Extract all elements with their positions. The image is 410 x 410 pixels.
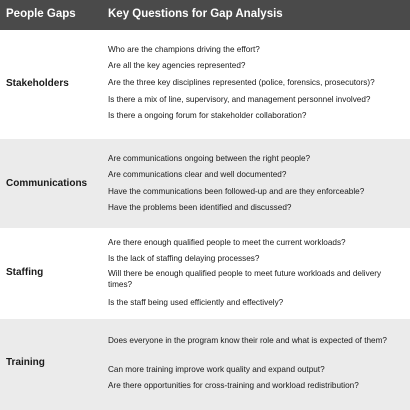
- header-people-gaps: People Gaps: [6, 8, 76, 20]
- question-item: Will there be enough qualified people to meet future workloads and delivery times?: [108, 269, 382, 289]
- section-label-communications: Communications: [6, 178, 88, 189]
- section-staffing: [0, 228, 410, 319]
- question-item: Have the communications been followed-up and are they enforceable?: [108, 187, 365, 196]
- section-communications: [0, 139, 410, 228]
- question-item: Can more training improve work quality and expand output?: [108, 365, 325, 374]
- question-item: Are there enough qualified people to meet the current workloads?: [108, 238, 346, 247]
- section-label-training: Training: [6, 357, 45, 368]
- question-item: Are all the key agencies represented?: [108, 61, 246, 70]
- question-item: Have the problems been identified and discussed?: [108, 203, 292, 212]
- question-item: Are communications clear and well documented?: [108, 170, 287, 179]
- question-item: Who are the champions driving the effort?: [108, 45, 260, 54]
- section-stakeholders: [0, 30, 410, 139]
- question-item: Are the three key disciplines represented (police, forensics, prosecutors)?: [108, 78, 375, 87]
- section-label-staffing: Staffing: [6, 267, 44, 278]
- section-training: [0, 319, 410, 410]
- question-item: Is the lack of staffing delaying processes?: [108, 254, 260, 263]
- header-key-questions: Key Questions for Gap Analysis: [108, 8, 283, 20]
- question-item: Are there opportunities for cross-training and workload redistribution?: [108, 381, 359, 390]
- question-item: Are communications ongoing between the right people?: [108, 154, 311, 163]
- question-item: Does everyone in the program know their role and what is expected of them?: [108, 336, 387, 345]
- question-item: Is there a ongoing forum for stakeholder collaboration?: [108, 111, 307, 120]
- question-item: Is there a mix of line, supervisory, and management personnel involved?: [108, 95, 371, 104]
- table-header: [0, 0, 410, 30]
- question-item: Is the staff being used efficiently and effectively?: [108, 298, 284, 307]
- section-label-stakeholders: Stakeholders: [6, 78, 69, 89]
